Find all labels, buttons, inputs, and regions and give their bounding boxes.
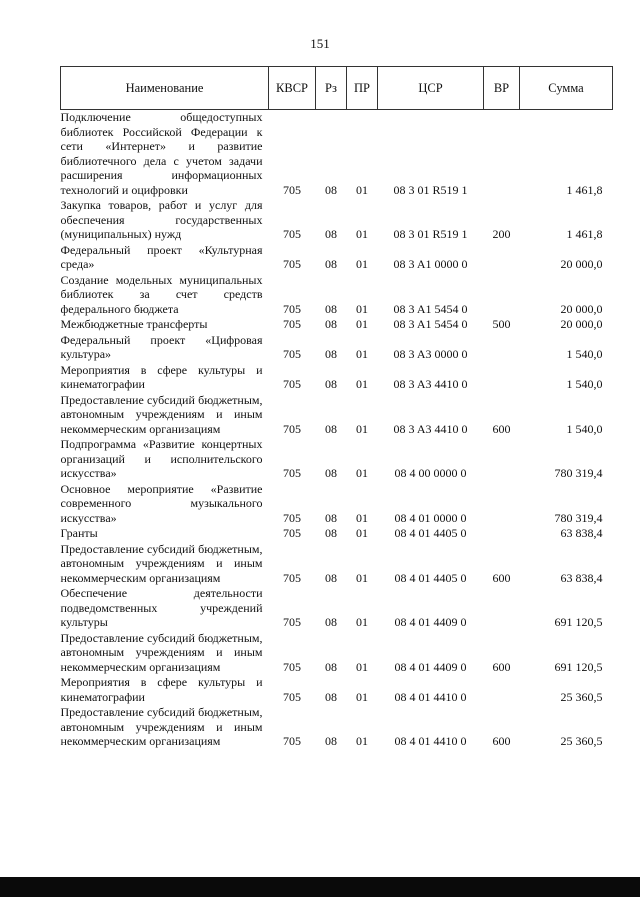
- row-kvsr: 705: [283, 689, 301, 704]
- row-pr: 01: [356, 659, 368, 674]
- row-kvsr: 705: [283, 615, 301, 629]
- table-row: [61, 631, 613, 676]
- row-csr: 08 4 01 0000 0: [394, 510, 467, 525]
- row-rz: 08: [325, 659, 337, 674]
- row-name: Предоставление субсидий бюджетным, автономным учреждениям и иным некоммерческим организациям: [60, 392, 263, 436]
- row-csr: 08 3 01 R519 1: [393, 182, 468, 197]
- row-rz: 08: [325, 301, 337, 316]
- row-kvsr: 705: [283, 570, 301, 585]
- row-rz: 08: [325, 377, 337, 391]
- row-pr: 01: [356, 182, 368, 197]
- page-number: 151: [310, 36, 330, 51]
- row-pr: 01: [356, 466, 368, 480]
- row-rz: 08: [325, 615, 337, 629]
- row-kvsr: 705: [283, 659, 301, 674]
- row-vr: [484, 526, 520, 542]
- row-pr: 01: [356, 301, 368, 316]
- row-name: Предоставление субсидий бюджетным, автономным учреждениям и иным некоммерческим организациям: [60, 705, 263, 748]
- scan-edge-bar: [0, 877, 640, 897]
- row-vr: 500: [492, 317, 511, 331]
- row-sum: 1 540,0: [566, 421, 603, 436]
- row-rz: 08: [325, 510, 337, 525]
- row-vr: [484, 273, 520, 318]
- table-row: [61, 482, 613, 527]
- row-csr: 08 4 01 4410 0: [394, 734, 467, 748]
- row-csr: 08 3 A1 5454 0: [393, 317, 468, 331]
- row-pr: 01: [356, 317, 368, 331]
- row-pr: 01: [356, 227, 368, 241]
- header-vr: ВР: [484, 67, 520, 110]
- row-vr: [484, 586, 520, 631]
- table-row: [61, 526, 613, 542]
- row-pr: 01: [356, 510, 368, 525]
- row-rz: 08: [325, 689, 337, 704]
- row-vr: [484, 243, 520, 273]
- row-kvsr: 705: [283, 421, 301, 436]
- budget-table: [60, 66, 613, 750]
- row-csr: 08 4 00 0000 0: [394, 466, 467, 480]
- row-csr: 08 4 01 4405 0: [394, 526, 467, 540]
- row-kvsr: 705: [283, 227, 301, 241]
- row-sum: 1 461,8: [566, 182, 603, 197]
- table-row: [61, 705, 613, 750]
- table-row: [61, 542, 613, 587]
- row-name: Межбюджетные трансферты: [60, 317, 208, 331]
- row-pr: 01: [356, 377, 368, 391]
- table-row: [61, 363, 613, 393]
- row-name: Закупка товаров, работ и услуг для обеспечения государственных (муниципальных) нужд: [60, 198, 263, 241]
- row-csr: 08 3 A1 0000 0: [393, 257, 468, 271]
- row-csr: 08 3 A3 4410 0: [393, 421, 468, 436]
- table-row: [61, 243, 613, 273]
- table-row: [61, 393, 613, 438]
- table-row: [61, 675, 613, 705]
- row-pr: 01: [356, 347, 368, 361]
- row-name: Федеральный проект «Цифровая культура»: [60, 332, 263, 361]
- row-csr: 08 3 A1 5454 0: [393, 301, 468, 316]
- row-sum: 63 838,4: [560, 526, 603, 540]
- table-row: [61, 110, 613, 199]
- row-pr: 01: [356, 526, 368, 540]
- row-rz: 08: [325, 421, 337, 436]
- row-csr: 08 4 01 4409 0: [394, 659, 467, 674]
- row-csr: 08 4 01 4410 0: [394, 689, 467, 704]
- row-name: Мероприятия в сфере культуры и кинематографии: [60, 362, 263, 391]
- row-name: Обеспечение деятельности подведомственных учреждений культуры: [60, 586, 263, 629]
- row-csr: 08 4 01 4405 0: [394, 570, 467, 585]
- row-kvsr: 705: [283, 257, 301, 271]
- row-vr: [484, 675, 520, 705]
- row-pr: 01: [356, 734, 368, 748]
- table-header-row: [61, 67, 613, 110]
- row-vr: [484, 363, 520, 393]
- row-kvsr: 705: [283, 734, 301, 748]
- row-sum: 780 319,4: [554, 510, 603, 525]
- row-vr: [484, 110, 520, 199]
- header-sum: Сумма: [520, 67, 613, 110]
- row-kvsr: 705: [283, 317, 301, 331]
- row-name: Создание модельных муниципальных библиотек за счет средств федерального бюджета: [60, 272, 263, 316]
- row-sum: 1 540,0: [566, 347, 603, 361]
- table-row: [61, 437, 613, 482]
- header-pr: ПР: [347, 67, 378, 110]
- row-csr: 08 3 01 R519 1: [393, 227, 468, 241]
- row-vr: 600: [492, 421, 511, 436]
- row-kvsr: 705: [283, 301, 301, 316]
- row-sum: 25 360,5: [560, 689, 603, 704]
- row-pr: 01: [356, 689, 368, 704]
- row-rz: 08: [325, 570, 337, 585]
- row-sum: 20 000,0: [560, 317, 603, 331]
- row-sum: 20 000,0: [560, 257, 603, 271]
- row-kvsr: 705: [283, 510, 301, 525]
- row-kvsr: 705: [283, 526, 301, 540]
- row-name: Федеральный проект «Культурная среда»: [60, 242, 263, 271]
- row-sum: 691 120,5: [554, 615, 603, 629]
- row-name: Предоставление субсидий бюджетным, автономным учреждениям и иным некоммерческим организациям: [60, 630, 263, 674]
- row-csr: 08 3 A3 0000 0: [393, 347, 468, 361]
- row-vr: 600: [492, 734, 511, 748]
- row-rz: 08: [325, 257, 337, 271]
- row-vr: [484, 437, 520, 482]
- row-vr: 600: [492, 659, 511, 674]
- row-rz: 08: [325, 227, 337, 241]
- row-rz: 08: [325, 526, 337, 540]
- row-csr: 08 3 A3 4410 0: [393, 377, 468, 391]
- row-sum: 1 540,0: [566, 377, 603, 391]
- row-sum: 691 120,5: [554, 659, 603, 674]
- row-vr: [484, 482, 520, 527]
- header-kvsr: КВСР: [269, 67, 316, 110]
- row-name: Гранты: [60, 526, 98, 540]
- row-sum: 63 838,4: [560, 570, 603, 585]
- row-pr: 01: [356, 570, 368, 585]
- row-rz: 08: [325, 182, 337, 197]
- row-kvsr: 705: [283, 347, 301, 361]
- row-csr: 08 4 01 4409 0: [394, 615, 467, 629]
- row-rz: 08: [325, 347, 337, 361]
- row-rz: 08: [325, 317, 337, 331]
- table-row: [61, 273, 613, 318]
- row-pr: 01: [356, 421, 368, 436]
- row-name: Мероприятия в сфере культуры и кинематографии: [60, 675, 263, 704]
- table-row: [61, 317, 613, 333]
- row-name: Предоставление субсидий бюджетным, автономным учреждениям и иным некоммерческим организациям: [60, 541, 263, 585]
- row-rz: 08: [325, 734, 337, 748]
- row-sum: 25 360,5: [560, 734, 603, 748]
- row-kvsr: 705: [283, 377, 301, 391]
- header-rz: Рз: [316, 67, 347, 110]
- header-csr: ЦСР: [378, 67, 484, 110]
- row-rz: 08: [325, 466, 337, 480]
- row-name: Основное мероприятие «Развитие современного музыкального искусства»: [60, 481, 263, 525]
- row-kvsr: 705: [283, 466, 301, 480]
- header-name: Наименование: [61, 67, 269, 110]
- row-sum: 780 319,4: [554, 466, 603, 480]
- row-vr: 600: [492, 570, 511, 585]
- row-kvsr: 705: [283, 182, 301, 197]
- row-vr: [484, 333, 520, 363]
- row-vr: 200: [492, 227, 511, 241]
- table-row: [61, 333, 613, 363]
- row-pr: 01: [356, 257, 368, 271]
- row-name: Подключение общедоступных библиотек Российской Федерации к сети «Интернет» и развитие библиотечного дела с учетом задачи расширения информационных технологий и оцифровки: [60, 110, 263, 197]
- row-pr: 01: [356, 615, 368, 629]
- table-row: [61, 586, 613, 631]
- row-sum: 20 000,0: [560, 301, 603, 316]
- row-sum: 1 461,8: [566, 227, 603, 241]
- row-name: Подпрограмма «Развитие концертных организаций и исполнительского искусства»: [60, 437, 263, 480]
- table-row: [61, 198, 613, 243]
